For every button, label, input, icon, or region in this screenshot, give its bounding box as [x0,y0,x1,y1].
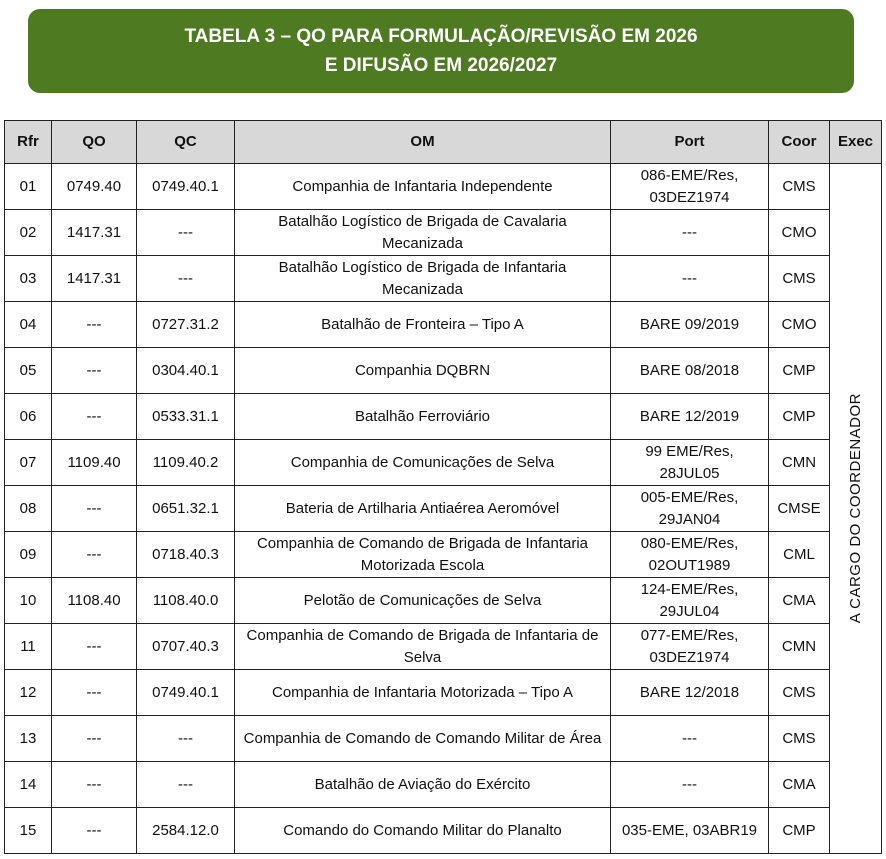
cell-port: BARE 09/2019 [611,302,769,348]
cell-coor: CMS [769,716,830,762]
cell-qo: 1108.40 [52,578,137,624]
cell-coor: CMS [769,256,830,302]
cell-qc: 0749.40.1 [137,164,235,210]
cell-qc: 0707.40.3 [137,624,235,670]
table-row [5,486,882,532]
cell-rfr: 11 [5,624,52,670]
cell-qo: --- [52,762,137,808]
column-header-port: Port [611,121,769,164]
cell-coor: CMN [769,624,830,670]
cell-qo: --- [52,670,137,716]
cell-qc: 0749.40.1 [137,670,235,716]
cell-om: Batalhão Logístico de Brigada de Infantaria Mecanizada [235,256,611,302]
cell-om: Companhia de Infantaria Independente [235,164,611,210]
cell-rfr: 15 [5,808,52,854]
cell-rfr: 01 [5,164,52,210]
table-row [5,302,882,348]
cell-port: 086-EME/Res, 03DEZ1974 [611,164,769,210]
column-header-rfr: Rfr [5,121,52,164]
column-header-qo: QO [52,121,137,164]
cell-coor: CMA [769,578,830,624]
cell-port: 077-EME/Res, 03DEZ1974 [611,624,769,670]
table-title-line-2: E DIFUSÃO EM 2026/2027 [324,55,558,76]
cell-om: Companhia de Infantaria Motorizada – Tipo A [235,670,611,716]
cell-port: BARE 12/2019 [611,394,769,440]
cell-qc: --- [137,716,235,762]
table-row [5,532,882,578]
cell-rfr: 08 [5,486,52,532]
cell-port: --- [611,256,769,302]
cell-rfr: 14 [5,762,52,808]
cell-rfr: 12 [5,670,52,716]
cell-rfr: 05 [5,348,52,394]
cell-om: Comando do Comando Militar do Planalto [235,808,611,854]
cell-qc: 0304.40.1 [137,348,235,394]
cell-rfr: 07 [5,440,52,486]
cell-coor: CMO [769,210,830,256]
cell-om: Companhia de Comunicações de Selva [235,440,611,486]
column-header-coor: Coor [769,121,830,164]
cell-coor: CMP [769,808,830,854]
cell-rfr: 03 [5,256,52,302]
exec-vertical-text: A CARGO DO COORDENADOR [846,393,864,624]
cell-coor: CMO [769,302,830,348]
cell-om: Bateria de Artilharia Antiaérea Aeromóvel [235,486,611,532]
cell-qc: 0651.32.1 [137,486,235,532]
cell-om: Batalhão Logístico de Brigada de Cavalaria Mecanizada [235,210,611,256]
cell-qo: --- [52,532,137,578]
cell-coor: CML [769,532,830,578]
cell-qo: 0749.40 [52,164,137,210]
cell-om: Batalhão de Aviação do Exército [235,762,611,808]
cell-qo: 1417.31 [52,256,137,302]
cell-coor: CMA [769,762,830,808]
cell-qo: --- [52,348,137,394]
column-header-exec: Exec [830,121,882,164]
cell-qc: 0727.31.2 [137,302,235,348]
cell-rfr: 02 [5,210,52,256]
column-header-qc: QC [137,121,235,164]
cell-coor: CMSE [769,486,830,532]
cell-port: BARE 08/2018 [611,348,769,394]
cell-coor: CMP [769,394,830,440]
cell-qo: --- [52,302,137,348]
cell-qo: --- [52,716,137,762]
cell-rfr: 09 [5,532,52,578]
cell-coor: CMS [769,164,830,210]
cell-qc: 2584.12.0 [137,808,235,854]
cell-port: 99 EME/Res, 28JUL05 [611,440,769,486]
cell-qc: 1108.40.0 [137,578,235,624]
cell-om: Batalhão Ferroviário [235,394,611,440]
cell-rfr: 04 [5,302,52,348]
table-row [5,624,882,670]
cell-port: 035-EME, 03ABR19 [611,808,769,854]
cell-qc: 0533.31.1 [137,394,235,440]
cell-port: BARE 12/2018 [611,670,769,716]
cell-qc: --- [137,256,235,302]
table-row [5,394,882,440]
qo-table [4,120,882,854]
cell-qo: 1417.31 [52,210,137,256]
cell-port: --- [611,210,769,256]
cell-rfr: 10 [5,578,52,624]
cell-qc: 1109.40.2 [137,440,235,486]
table-row [5,210,882,256]
table-row [5,762,882,808]
table-row [5,348,882,394]
cell-port: 124-EME/Res, 29JUL04 [611,578,769,624]
table-row [5,578,882,624]
cell-qc: 0718.40.3 [137,532,235,578]
cell-qo: --- [52,486,137,532]
cell-qo: --- [52,624,137,670]
table-header-row [5,121,882,164]
table-row [5,670,882,716]
table-row [5,440,882,486]
table-row [5,808,882,854]
cell-rfr: 13 [5,716,52,762]
cell-om: Companhia de Comando de Brigada de Infantaria Motorizada Escola [235,532,611,578]
cell-om: Companhia DQBRN [235,348,611,394]
cell-qo: --- [52,394,137,440]
cell-qo: --- [52,808,137,854]
table-title-banner [28,9,854,93]
cell-qc: --- [137,762,235,808]
cell-rfr: 06 [5,394,52,440]
cell-om: Pelotão de Comunicações de Selva [235,578,611,624]
column-header-om: OM [235,121,611,164]
table-row [5,164,882,210]
cell-port: 080-EME/Res, 02OUT1989 [611,532,769,578]
cell-om: Companhia de Comando de Brigada de Infantaria de Selva [235,624,611,670]
cell-qo: 1109.40 [52,440,137,486]
cell-om: Companhia de Comando de Comando Militar de Área [235,716,611,762]
cell-coor: CMS [769,670,830,716]
cell-coor: CMP [769,348,830,394]
cell-port: --- [611,762,769,808]
cell-coor: CMN [769,440,830,486]
table-title-line-1: TABELA 3 – QO PARA FORMULAÇÃO/REVISÃO EM 2026 [184,26,698,47]
table-row [5,256,882,302]
cell-exec [830,164,882,854]
cell-om: Batalhão de Fronteira – Tipo A [235,302,611,348]
cell-qc: --- [137,210,235,256]
cell-port: 005-EME/Res, 29JAN04 [611,486,769,532]
cell-port: --- [611,716,769,762]
table-row [5,716,882,762]
